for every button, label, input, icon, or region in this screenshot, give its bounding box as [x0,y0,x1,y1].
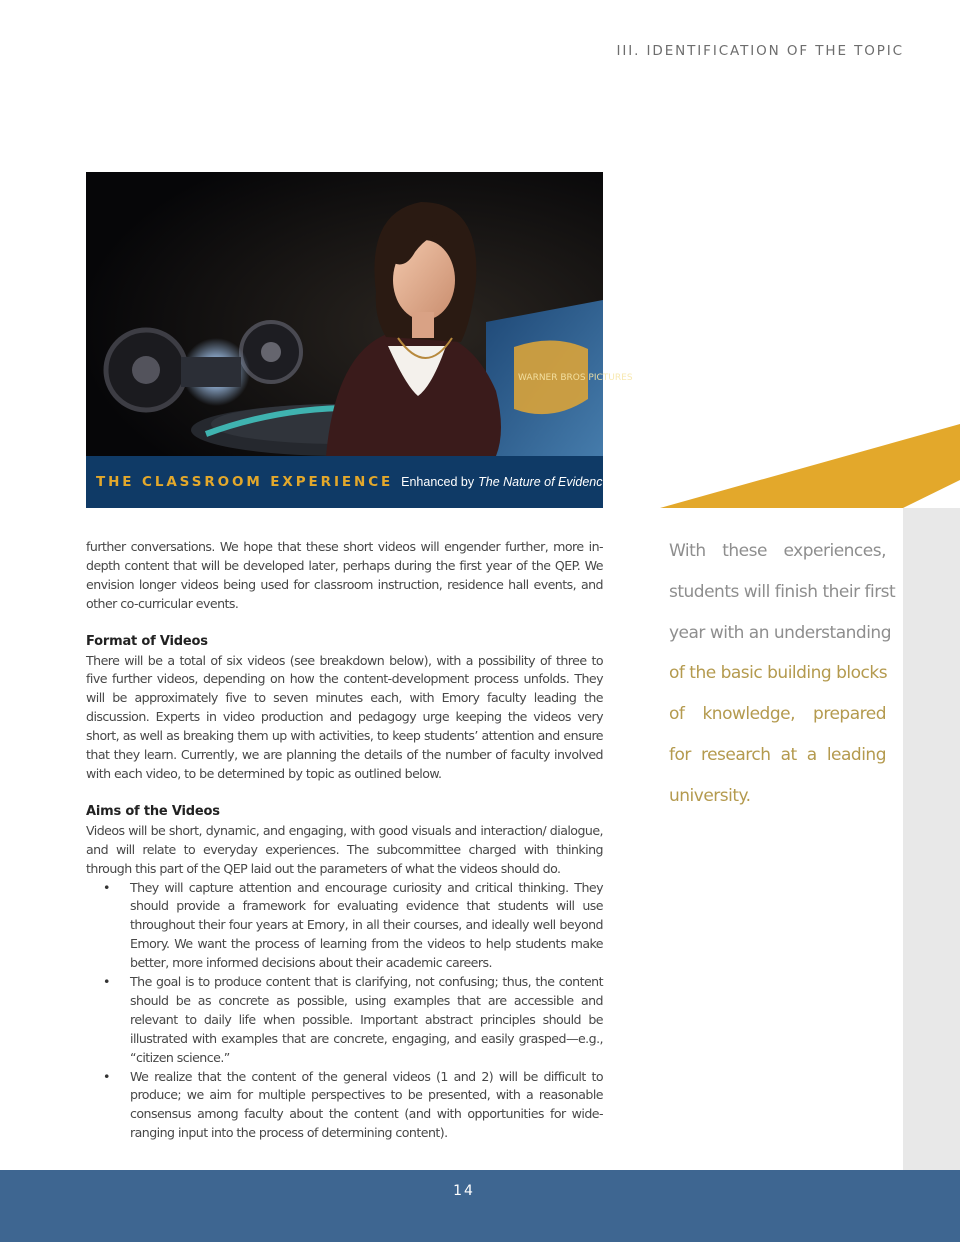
feature-photo-block [86,172,633,508]
pull-quote [669,531,896,817]
caption-enhanced-by: Enhanced by [401,475,475,489]
format-paragraph: There will be a total of six videos (see breakdown below), with a possibility of three to five further videos, depending on how the content-development process unfolds. They will be approximately five to seven minutes each, with Emory faculty leading the discussion. Experts in video production and pedagogy urge keeping the videos very short, as well as breaking them up with activities, to keep students’ attention and ensure that they learn. Currently, we are planning the details of the number of faculty involved with each video, to be determined by topic as outlined below. [86,652,603,781]
list-item [86,1068,603,1144]
page-number: 14 [453,1183,475,1199]
classroom-photo [86,172,633,456]
pull-quote-line: of knowledge, prepared [669,704,886,725]
aims-paragraph: Videos will be short, dynamic, and engaging, with good visuals and interaction/ dialogue, and will relate to everyday experiences. The subcommittee charged with thinking through this part of the QEP laid out the parameters of what the videos should do. [86,822,603,876]
bullet-icon: • [103,879,110,895]
format-heading: Format of Videos [86,633,208,649]
footer-band [0,1170,960,1242]
list-item [86,973,603,1068]
pull-quote-line: With these experiences, [669,541,886,561]
bullet-icon: • [103,1068,110,1084]
running-head-section-title: III. IDENTIFICATION OF THE TOPIC [616,43,904,59]
pull-quote-line: of the basic building blocks [669,663,888,684]
photo-caption-bar [86,456,610,508]
aims-heading: Aims of the Videos [86,803,220,819]
caption-title: THE CLASSROOM EXPERIENCE [96,474,394,490]
aims-bullet-list [86,879,603,1144]
side-gray-panel [903,508,960,1170]
list-item [86,879,603,974]
main-text-column [86,538,603,1143]
list-item-text: We realize that the content of the general videos (1 and 2) will be difficult to produce; we aim for multiple perspectives to be presented, with a reasonable consensus among faculty about the content (and with opportunities for wide-ranging input into the process of determining content). [130,1068,603,1141]
intro-paragraph: further conversations. We hope that these short videos will engender further, more in-depth content that will be developed later, perhaps during the first year of the QEP. We envision longer videos being used for classroom instruction, residence hall events, and other co-curricular events. [86,539,603,611]
logo-text: WARNER BROS PICTURES [518,373,633,383]
pull-quote-line: university. [669,785,751,806]
photo-illustration [86,172,633,456]
bullet-icon: • [103,974,110,990]
pull-quote-line: for research at a leading [669,744,886,765]
gold-accent-wedge [660,424,960,510]
pull-quote-line: year with an understanding [669,622,891,643]
caption-italic-title: The Nature of Evidence [478,475,610,489]
list-item-text: They will capture attention and encourage curiosity and critical thinking. They should provide a framework for evaluating evidence that students will use throughout their four years at Emory, in all their courses, and ideally well beyond Emory. We want the process of learning from the videos to help students make better, more informed decisions about their academic careers. [130,879,603,971]
list-item-text: The goal is to produce content that is clarifying, not confusing; thus, the content should be as concrete as possible, using examples that are accessible and relevant to daily life when possible. Important abstract principles should be illustrated with examples that are concrete, engaging, and easily grasped—e.g., “citizen science.” [130,974,603,1065]
pull-quote-line: students will finish their first [669,581,896,602]
